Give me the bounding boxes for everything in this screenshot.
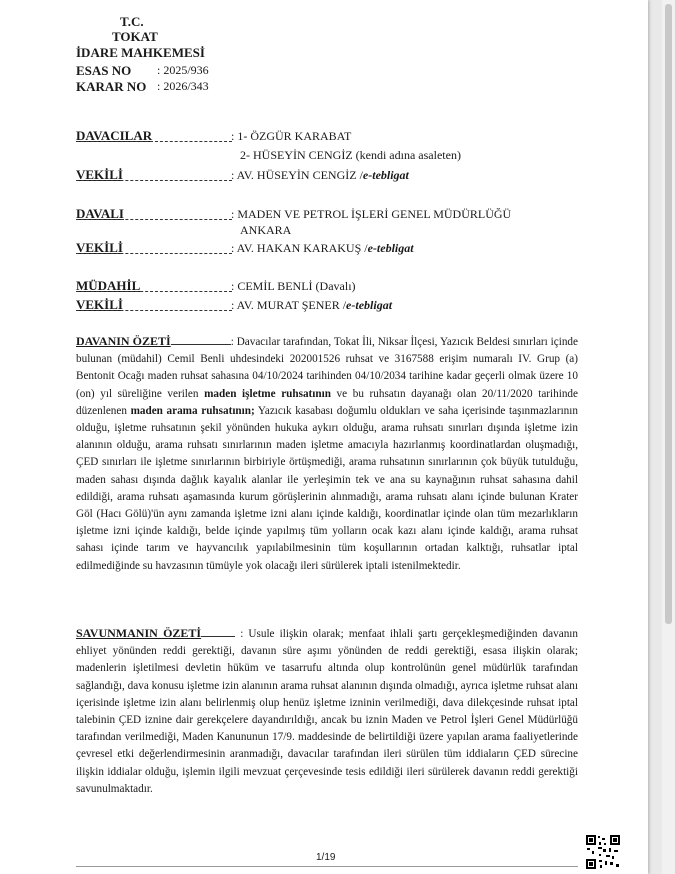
scrollbar-thumb[interactable]: [665, 4, 672, 624]
davali-value: : MADEN VE PETROL İŞLERİ GENEL MÜDÜRLÜĞÜ: [231, 207, 512, 221]
dash-line: [76, 141, 232, 142]
vekili1-value: : AV. HÜSEYİN CENGİZ /: [231, 168, 363, 182]
vekili2-tag: e-tebligat: [367, 241, 414, 255]
header-court: İDARE MAHKEMESİ: [76, 45, 205, 60]
esas-label: ESAS NO: [76, 63, 132, 78]
vekili3: [231, 297, 392, 313]
dash-line: [76, 253, 232, 254]
dash-line: [76, 291, 232, 292]
karar-label: KARAR NO: [76, 79, 147, 94]
davali-city: ANKARA: [240, 223, 292, 237]
davanin-ozeti-bold-2: maden arama ruhsatının;: [130, 404, 255, 417]
vekili2-value: : AV. HAKAN KARAKUŞ /: [231, 241, 368, 255]
davanin-ozeti-text-2: ve bu ruhsatın dayanağı olan 20/11/2020 tarihinde düzenlenen: [76, 387, 578, 417]
dash-line: [171, 344, 231, 345]
vekili1-tag: e-tebligat: [362, 168, 409, 182]
dash-line: [76, 310, 232, 311]
mudahil-label: MÜDAHİL: [76, 278, 141, 293]
vekili3-tag: e-tebligat: [346, 298, 393, 312]
davacilar-label: DAVACILAR: [76, 128, 153, 143]
vekili3-label: VEKİLİ: [76, 297, 123, 312]
dash-line: [76, 219, 232, 220]
davali-label: DAVALI: [76, 206, 124, 221]
savunmanin-ozeti-text: : Usule ilişkin olarak; menfaat ihlali şartı gerçekleşmediğinden davanın ehliyet yönünden reddi gerektiği, davanın süre aşımı yönünden de reddi gerektiği, esasa ilişkin olarak; madenlerin işletilmesi devletin hüküm ve tasarrufu altında olup kontrolünün genel müdürlük tarafından sağlandığı, dava konusu işletme izin alanının arama ruhsat alanının dışında olmadığı, ayrıca işletme ruhsat alanı içerisinde işletme izin alanı belirlenmiş olup henüz işletme izninin verilmediği, dava dilekçesinde ruhsat iptal talebinin ÇED iznine dair gerekçelere dayandırıldığı, ancak bu iznin Maden ve Petrol İşleri Genel Müdürlüğü tarafından verilmediği, Maden Kanununun 17/9. maddesinde de belirtildiği üzere yapılan arama faaliyetlerinde çevresel etki değerlendirmesinin aranmadığı, davacılar tarafından ileri sürülen tüm iddiaların ÇED sürecine ilişkin iddialar olduğu, işlemin ilgili mevzuat çerçevesinde tesis edildiği ileri sürülerek davanın reddi gerektiği savunulmaktadır.: [76, 628, 578, 795]
vekili2: [231, 240, 414, 256]
footer-divider: [76, 866, 578, 867]
header-city: TOKAT: [112, 29, 158, 44]
karar-value: : 2026/343: [157, 79, 209, 93]
davanin-ozeti-text-1: : Davacılar tarafından, Tokat İli, Niksar İlçesi, Yazıcık Beldesi sınırları içinde bulunan (müdahil) Cemil Benli uhdesindeki 202001526 ruhsat ve 3167588 erişim numaralı IV. Grup (a) Bentonit Ocağı maden ruhsat sahasına 04/10/2024 tarihinden 04/10/2034 tarihine kadar geçerli olmak üzere 10 (on) yıl süreliğine verilen: [76, 336, 578, 400]
page-number: 1/19: [316, 852, 336, 863]
qr-code-icon: [585, 834, 621, 870]
esas-value: : 2025/936: [157, 63, 209, 77]
savunmanin-ozeti-paragraph: [76, 625, 578, 798]
vekili3-value: : AV. MURAT ŞENER /: [231, 298, 347, 312]
savunmanin-ozeti-title: SAVUNMANIN ÖZETİ: [76, 626, 202, 640]
davanin-ozeti-text-3: Yazıcık kasabası doğumlu oldukları ve saha içerisinde taşınmazlarının olduğu, işletme ruhsatının şekil yönünden hukuka aykırı olduğu, arama ruhsatı sınırları dışında işletme izin alanının olduğu, arama ruhsatı sınırlarının maden işletme amacıyla hazırlanmış koordinatlardan oluşmadığı, ÇED sınırları ile işletme sınırlarının birbiriyle örtüşmediği, arama ruhsatının sınırlarının çok büyük tutulduğu, maden sahası dışında dağlık kayalık alanlar ile yerleşimin tek ve ana su kaynağının ruhsat sahasına dahil edildiği, arama ruhsatı aşamasında kurum görüşlerinin alınmadığı, arama ruhsatı alanı içinde bulunan Krater Göl (Hacı Gölü)'ün aynı zamanda işletme izni alanı içinde kaldığı, koordinatlar içinde olan tüm mezarlıkların işletme izni içinde kaldığı, belde içinde yapılmış tüm yolların ocak kazı alanı içinde kaldığı, arama ruhsat sahası içinde tarım ve hayvancılık yapılabilmesinin tüm koşullarının ortadan kalktığı, ruhsatlar iptal edilmediğinde su havzasının tümüyle yok olacağı ileri sürülerek iptali istenilmektedir.: [76, 404, 578, 572]
davaci-1: : 1- ÖZGÜR KARABAT: [231, 129, 352, 143]
davaci-2: 2- HÜSEYİN CENGİZ (kendi adına asaleten): [240, 148, 461, 162]
vekili2-label: VEKİLİ: [76, 240, 123, 255]
vekili1: [231, 167, 409, 183]
header-tc: T.C.: [120, 14, 144, 29]
dash-line: [76, 180, 232, 181]
vekili1-label: VEKİLİ: [76, 167, 123, 182]
vertical-scrollbar[interactable]: [662, 0, 675, 874]
mudahil-value: : CEMİL BENLİ (Davalı): [231, 279, 356, 293]
davanin-ozeti-bold-1: maden işletme ruhsatının: [204, 387, 331, 400]
davanin-ozeti-title: DAVANIN ÖZETİ: [76, 334, 171, 348]
davanin-ozeti-paragraph: [76, 333, 578, 575]
dash-line: [201, 636, 235, 637]
